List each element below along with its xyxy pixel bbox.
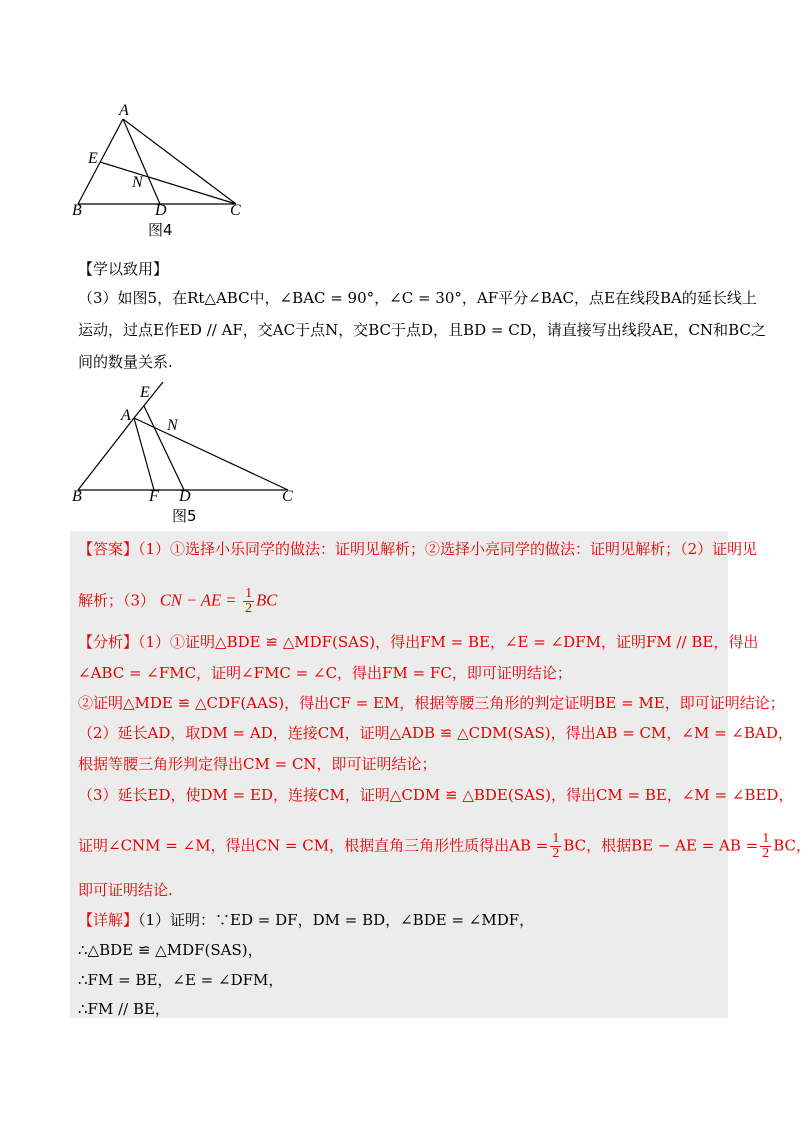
fig5-label-f: F [149,488,159,505]
analysis-line3: ②证明△MDE ≌ △CDF(AAS)，得出CF = EM，根据等腰三角形的判定证明BE = ME，即可证明结论； [78,694,785,712]
analysis-line5: 根据等腰三角形判定得出CM = CN，即可证明结论； [78,755,437,773]
analysis-line1 [78,632,759,652]
analysis-line6: （3）延长ED，使DM = ED，连接CM，证明△CDM ≌ △BDE(SAS)，得出CM = BE，∠M = ∠BED， [78,786,794,804]
detail-line1 [78,910,738,930]
answer-fraction [243,587,254,616]
detail-l1: （1）证明：∵ED = DF，DM = BD，∠BDE = ∠MDF， [138,911,535,929]
fig4-label-a: A [119,102,129,119]
analysis-line7 [78,831,811,861]
answer-text2a: 解析；（3） [78,591,156,610]
answer-frac-den: 2 [245,601,253,616]
analysis-frac2-den: 2 [762,846,770,861]
fig4-label-c: C [230,202,241,219]
fig5-caption: 图5 [172,507,197,525]
analysis-frac1-den: 2 [552,846,560,861]
fig5-label-e: E [140,384,150,401]
detail-line4: ∴FM // BE， [78,1000,170,1018]
section-heading: 【学以致用】 [78,260,169,278]
analysis-l7c: BC， [773,836,811,855]
problem3-line2: 运动，过点E作ED // AF，交AC于点N，交BC于点D，且BD = CD，请直接写出线段AE，CN和BC之 [78,321,766,339]
problem3-line1: （3）如图5，在Rt△ABC中，∠BAC = 90°，∠C = 30°，AF平分∠BAC，点E在线段BA的延长线上 [78,289,757,307]
analysis-line4: （2）延长AD，取DM = AD，连接CM，证明△ADB ≌ △CDM(SAS)，得出AB = CM，∠M = ∠BAD， [78,724,793,742]
analysis-fraction-1 [550,832,561,861]
detail-line2: ∴△BDE ≌ △MDF(SAS)， [78,941,263,959]
analysis-l7b: BC，根据BE − AE = AB = [563,836,759,855]
analysis-l1: （1）①证明△BDE ≌ △MDF(SAS)，得出FM = BE，∠E = ∠DFM，证明FM // BE，得出 [138,633,759,651]
answer-line1 [78,539,758,559]
analysis-frac1-num: 1 [552,831,560,846]
fig5-label-d: D [179,488,191,505]
analysis-line8: 即可证明结论. [78,881,173,899]
figure-5 [60,380,300,525]
figure-4-diagram [60,100,260,240]
analysis-tag: 【分析】 [78,633,139,651]
analysis-frac2-num: 1 [762,831,770,846]
analysis-fraction-2 [760,832,771,861]
fig4-caption: 图4 [148,221,173,239]
detail-tag: 【详解】 [78,911,139,929]
answer-tag: 【答案】 [78,540,139,558]
analysis-l7a: 证明∠CNM = ∠M，得出CN = CM，根据直角三角形性质得出AB = [78,836,549,855]
problem3-line3: 间的数量关系. [78,353,173,371]
fig4-label-e: E [88,150,98,167]
fig5-label-n: N [167,417,178,434]
detail-line3: ∴FM = BE，∠E = ∠DFM， [78,971,284,989]
answer-formula: CN − AE = [159,590,237,610]
fig5-label-a: A [121,407,131,424]
fig4-label-d: D [155,202,167,219]
fig5-label-c: C [282,488,293,505]
fig4-label-n: N [132,174,143,191]
fig5-label-b: B [72,488,82,505]
fig4-label-b: B [72,202,82,219]
answer-line2 [78,587,738,616]
answer-frac-num: 1 [245,586,253,601]
analysis-line2: ∠ABC = ∠FMC，证明∠FMC = ∠C，得出FM = FC，即可证明结论； [78,664,572,682]
answer-text1: （1）①选择小乐同学的做法：证明见解析；②选择小亮同学的做法：证明见解析；（2）证明见 [138,540,758,558]
figure-4 [60,100,260,240]
answer-bc: BC [256,590,278,610]
